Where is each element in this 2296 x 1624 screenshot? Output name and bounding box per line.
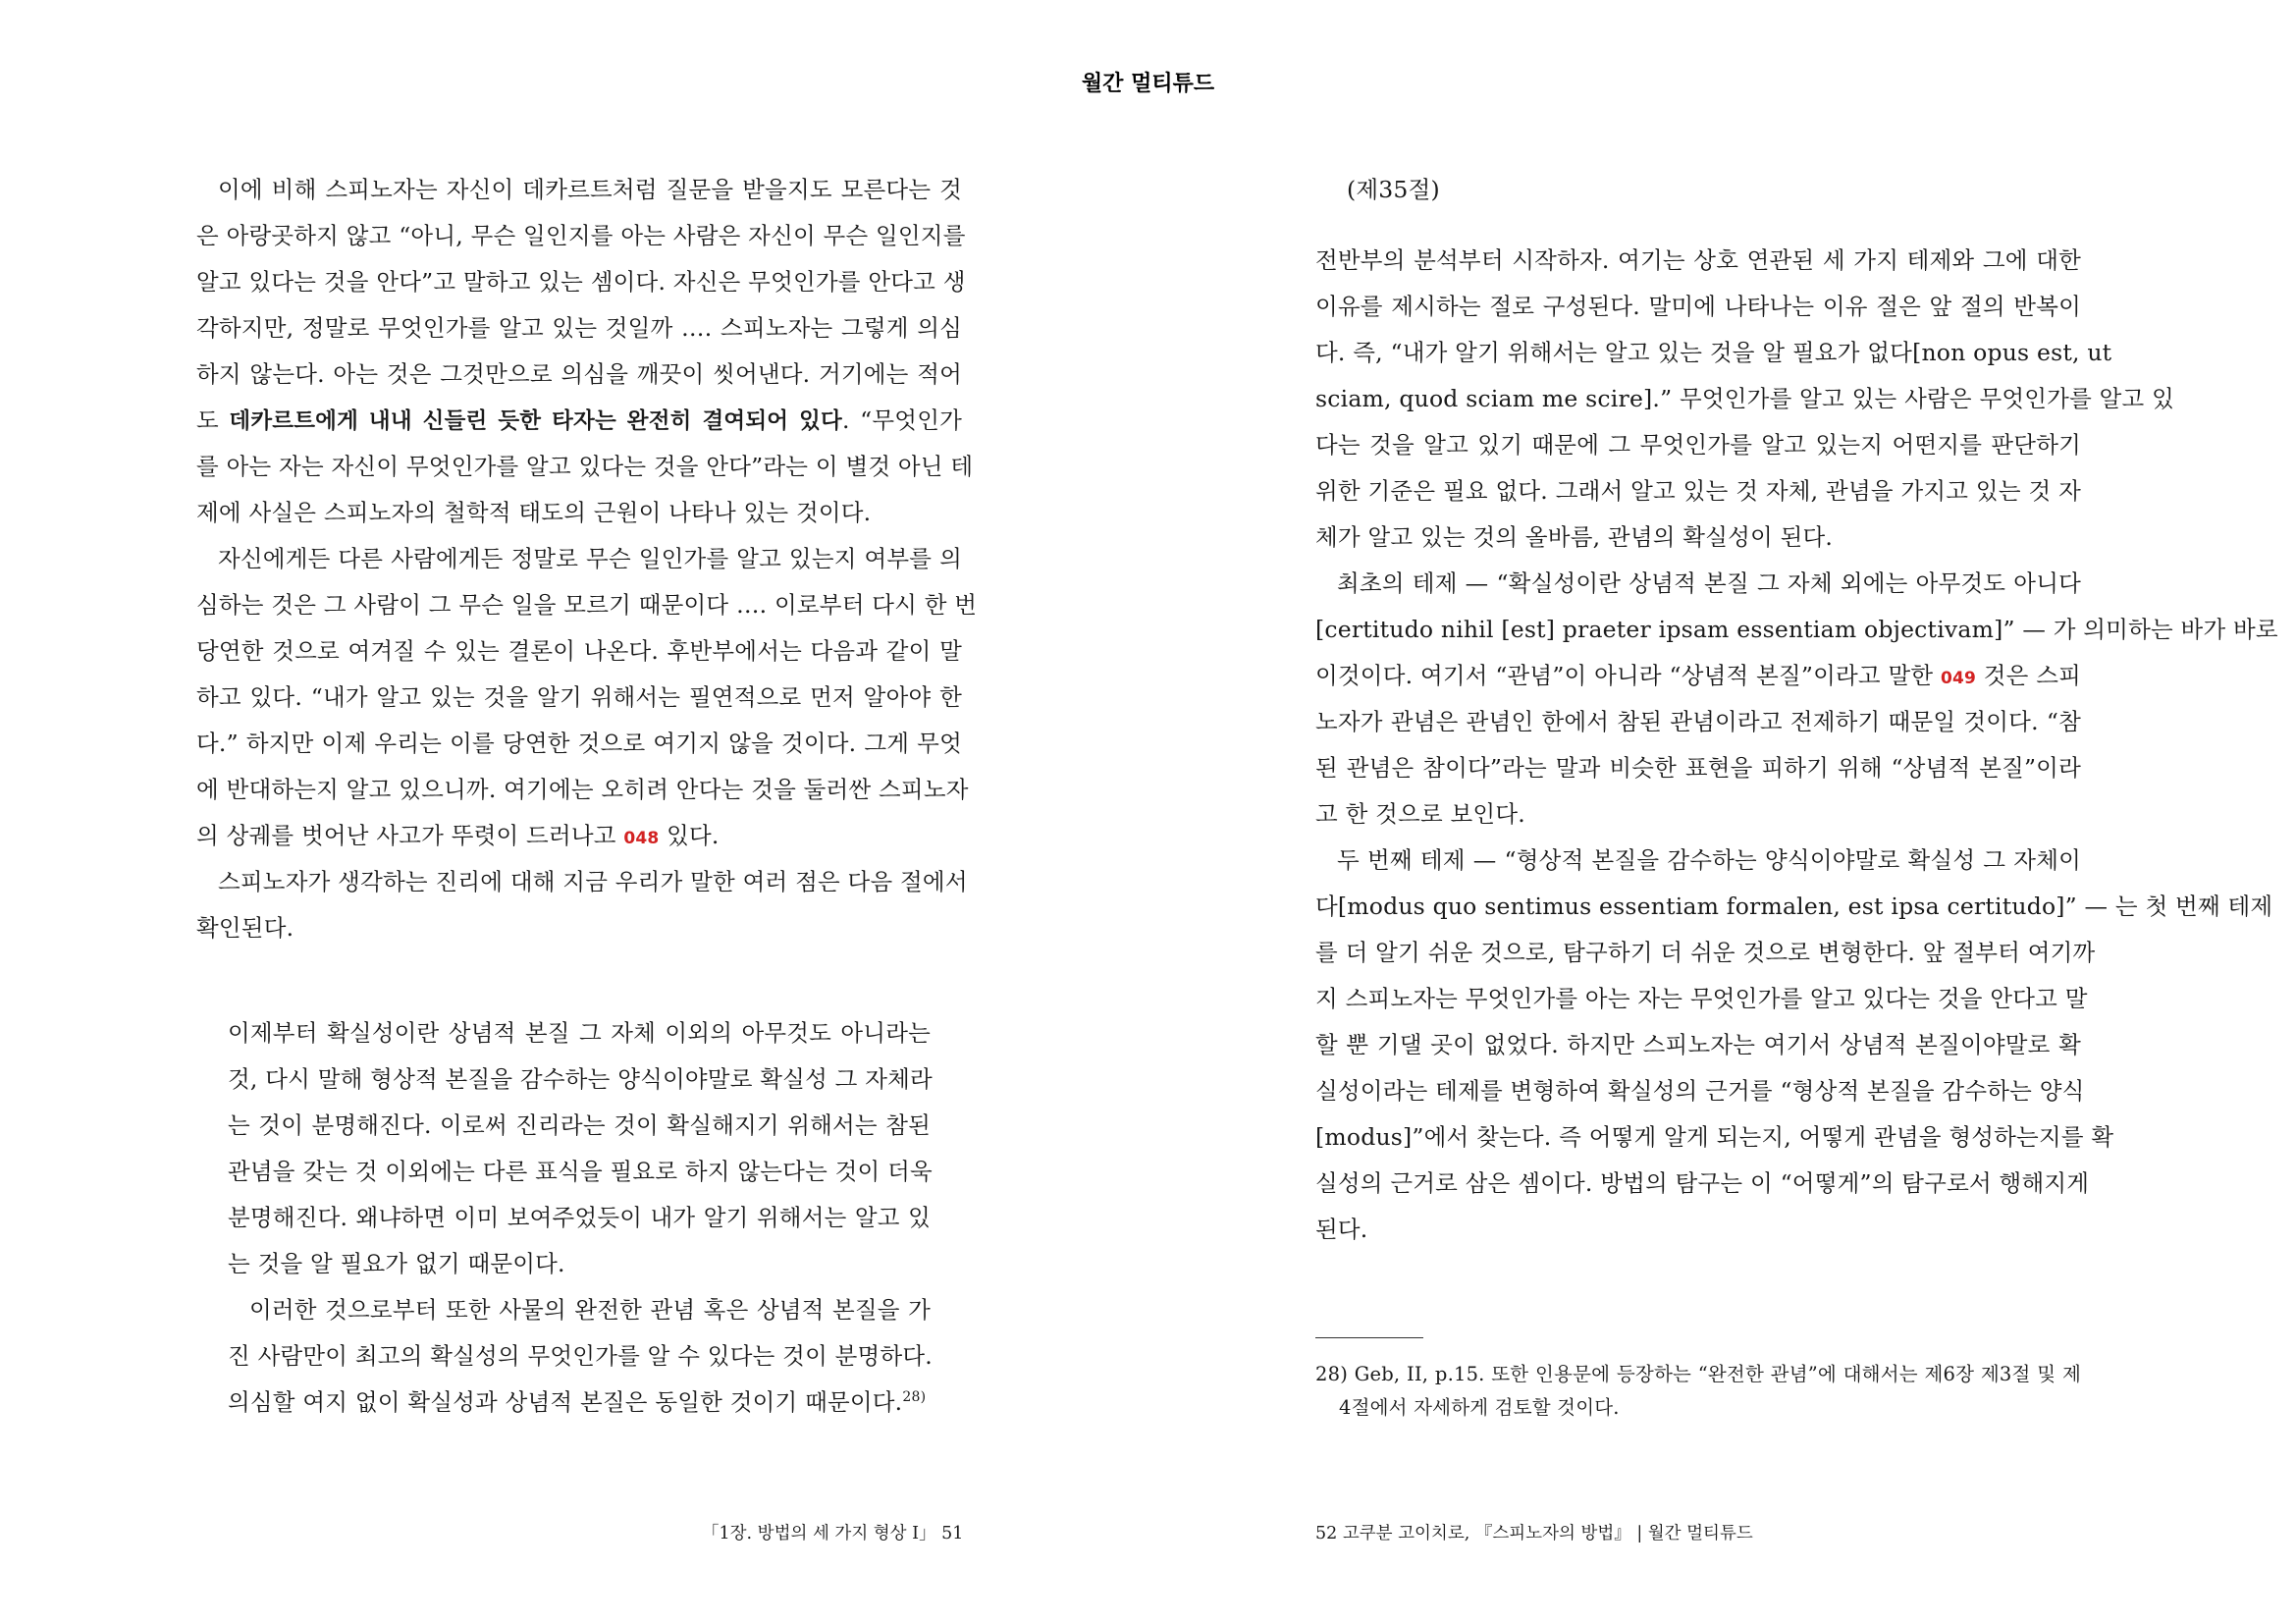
text-line: 다. 즉, “내가 알기 위해서는 알고 있는 것을 알 필요가 없다[non opus est, ut: [1315, 339, 2112, 366]
text-line: 다[modus quo sentimus essentiam formalen, est ipsa certitudo]” — 는 첫 번째 테제: [1315, 893, 2273, 920]
text-line: [196, 813, 962, 859]
text-line: 이유를 제시하는 절로 구성된다. 말미에 나타나는 이유 절은 앞 절의 반복이: [1315, 293, 2081, 320]
quote-line: 는 것을 알 필요가 없기 때문이다.: [228, 1250, 565, 1277]
text-segment: . “무엇인가: [841, 406, 962, 434]
footnote-line: 4절에서 자세하게 검토할 것이다.: [1339, 1396, 1620, 1419]
text-line: 스피노자가 생각하는 진리에 대해 지금 우리가 말한 여러 점은 다음 절에서: [218, 868, 968, 895]
text-line: 제에 사실은 스피노자의 철학적 태도의 근원이 나타나 있는 것이다.: [196, 499, 872, 526]
original-page-marker: 048: [623, 829, 660, 848]
quote-line: 이제부터 확실성이란 상념적 본질 그 자체 이외의 아무것도 아니라는: [228, 1019, 931, 1047]
paragraph-2: [196, 536, 978, 859]
left-page-footer: 「1장. 방법의 세 가지 형상 I」 51: [702, 1524, 964, 1543]
text-line: 알고 있다는 것을 안다”고 말하고 있는 셈이다. 자신은 무엇인가를 안다고 생: [196, 268, 966, 296]
text-line: 체가 알고 있는 것의 올바름, 관념의 확실성이 된다.: [1315, 523, 1834, 551]
text-line: 다.” 하지만 이제 우리는 이를 당연한 것으로 여기지 않을 것이다. 그게 무엇: [196, 730, 962, 757]
text-line: 지 스피노자는 무엇인가를 아는 자는 무엇인가를 알고 있다는 것을 안다고 말: [1315, 985, 2088, 1012]
text-segment: 의 상궤를 벗어난 사고가 뚜렷이 드러나고: [196, 822, 624, 849]
text-line: 최초의 테제 — “확실성이란 상념적 본질 그 자체 외에는 아무것도 아니다: [1337, 569, 2081, 597]
original-page-marker: 049: [1940, 669, 1977, 688]
footnote: [1315, 1358, 2081, 1425]
text-line: 를 아는 자는 자신이 무엇인가를 알고 있다는 것을 안다”라는 이 별것 아닌 테: [196, 453, 974, 480]
block-quote: [196, 1010, 931, 1426]
text-line: 전반부의 분석부터 시작하자. 여기는 상호 연관된 세 가지 테제와 그에 대한: [1315, 246, 2081, 274]
text-line: 된다.: [1315, 1216, 1368, 1243]
text-line: 두 번째 테제 — “형상적 본질을 감수하는 양식이야말로 확실성 그 자체이: [1337, 846, 2081, 874]
quote-line: 관념을 갖는 것 이외에는 다른 표식을 필요로 하지 않는다는 것이 더욱: [228, 1158, 933, 1185]
text-line: 에 반대하는지 알고 있으니까. 여기에는 오히려 안다는 것을 둘러싼 스피노자: [196, 776, 969, 803]
quote-line: 이러한 것으로부터 또한 사물의 완전한 관념 혹은 상념적 본질을 가: [249, 1296, 931, 1324]
paragraph-1: [196, 167, 974, 536]
text-line: [1315, 653, 2081, 699]
section-label: (제35절): [1347, 176, 1440, 203]
text-line: [certitudo nihil [est] praeter ipsam essentiam objectivam]” — 가 의미하는 바가 바로: [1315, 616, 2278, 643]
text-segment: 이것이다. 여기서 “관념”이 아니라 “상념적 본질”이라고 말한: [1315, 662, 1941, 689]
text-line: 실성이라는 테제를 변형하여 확실성의 근거를 “형상적 본질을 감수하는 양식: [1315, 1077, 2085, 1105]
text-line: [modus]”에서 찾는다. 즉 어떻게 알게 되는지, 어떻게 관념을 형성하는지를 확: [1315, 1123, 2114, 1151]
text-line: 확인된다.: [196, 914, 294, 942]
text-line: [196, 398, 962, 444]
paragraph-3: [196, 859, 968, 951]
text-segment: 도: [196, 406, 230, 434]
text-line: 할 뿐 기댈 곳이 없었다. 하지만 스피노자는 여기서 상념적 본질이야말로 확: [1315, 1031, 2081, 1058]
paragraph-1: [1315, 238, 2175, 561]
quote-line: [228, 1380, 931, 1426]
running-header: 월간 멀티튜드: [1081, 72, 1215, 96]
text-line: 심하는 것은 그 사람이 그 무슨 일을 모르기 때문이다 …. 이로부터 다시 한 번: [196, 591, 978, 619]
footnote-divider: [1315, 1337, 1423, 1338]
right-page-footer: 52 고쿠분 고이치로, 『스피노자의 방법』 | 월간 멀티튜드: [1315, 1524, 1753, 1543]
text-line: 자신에게든 다른 사람에게든 정말로 무슨 일인가를 알고 있는지 여부를 의: [218, 545, 962, 572]
text-line: 실성의 근거로 삼은 셈이다. 방법의 탐구는 이 “어떻게”의 탐구로서 행해지게: [1315, 1169, 2090, 1197]
text-line: 다는 것을 알고 있기 때문에 그 무엇인가를 알고 있는지 어떤지를 판단하기: [1315, 431, 2081, 459]
emphasis-text: 데카르트에게 내내 신들린 듯한 타자는 완전히 결여되어 있다: [229, 408, 842, 434]
footnote-reference[interactable]: 28): [902, 1389, 927, 1406]
paragraph-3: [1315, 838, 2273, 1253]
text-line: 하고 있다. “내가 알고 있는 것을 알기 위해서는 필연적으로 먼저 알아야 한: [196, 683, 962, 711]
text-line: 위한 기준은 필요 없다. 그래서 알고 있는 것 자체, 관념을 가지고 있는 것 자: [1315, 477, 2081, 505]
footnote-line: 28) Geb, II, p.15. 또한 인용문에 등장하는 “완전한 관념”에 대해서는 제6장 제3절 및 제: [1315, 1363, 2081, 1385]
quote-line: 진 사람만이 최고의 확실성의 무엇인가를 알 수 있다는 것이 분명하다.: [228, 1342, 933, 1370]
text-line: 노자가 관념은 관념인 한에서 참된 관념이라고 전제하기 때문일 것이다. “참: [1315, 708, 2081, 735]
text-line: 이에 비해 스피노자는 자신이 데카르트처럼 질문을 받을지도 모른다는 것: [218, 176, 962, 203]
quote-line: 는 것이 분명해진다. 이로써 진리라는 것이 확실해지기 위해서는 참된: [228, 1111, 931, 1139]
quote-line: 것, 다시 말해 형상적 본질을 감수하는 양식이야말로 확실성 그 자체라: [228, 1065, 933, 1093]
text-segment: 의심할 여지 없이 확실성과 상념적 본질은 동일한 것이기 때문이다.: [228, 1388, 903, 1416]
paragraph-2: [1315, 561, 2278, 838]
text-line: 고 한 것으로 보인다.: [1315, 800, 1525, 828]
text-line: sciam, quod sciam me scire].” 무엇인가를 알고 있는 사람은 무엇인가를 알고 있: [1315, 385, 2175, 412]
text-line: 당연한 것으로 여겨질 수 있는 결론이 나온다. 후반부에서는 다음과 같이 말: [196, 637, 962, 665]
quote-line: 분명해진다. 왜냐하면 이미 보여주었듯이 내가 알기 위해서는 알고 있: [228, 1204, 931, 1231]
left-page: [196, 167, 978, 1426]
right-page: [1315, 167, 2278, 1253]
text-line: 각하지만, 정말로 무엇인가를 알고 있는 것일까 …. 스피노자는 그렇게 의심: [196, 314, 962, 342]
text-segment: 있다.: [659, 822, 720, 849]
text-segment: 것은 스피: [1976, 662, 2081, 689]
text-line: 하지 않는다. 아는 것은 그것만으로 의심을 깨끗이 씻어낸다. 거기에는 적어: [196, 360, 962, 388]
text-line: 은 아랑곳하지 않고 “아니, 무슨 일인지를 아는 사람은 자신이 무슨 일인지를: [196, 222, 966, 249]
text-line: 된 관념은 참이다”라는 말과 비슷한 표현을 피하기 위해 “상념적 본질”이라: [1315, 754, 2081, 782]
text-line: 를 더 알기 쉬운 것으로, 탐구하기 더 쉬운 것으로 변형한다. 앞 절부터 여기까: [1315, 939, 2096, 966]
